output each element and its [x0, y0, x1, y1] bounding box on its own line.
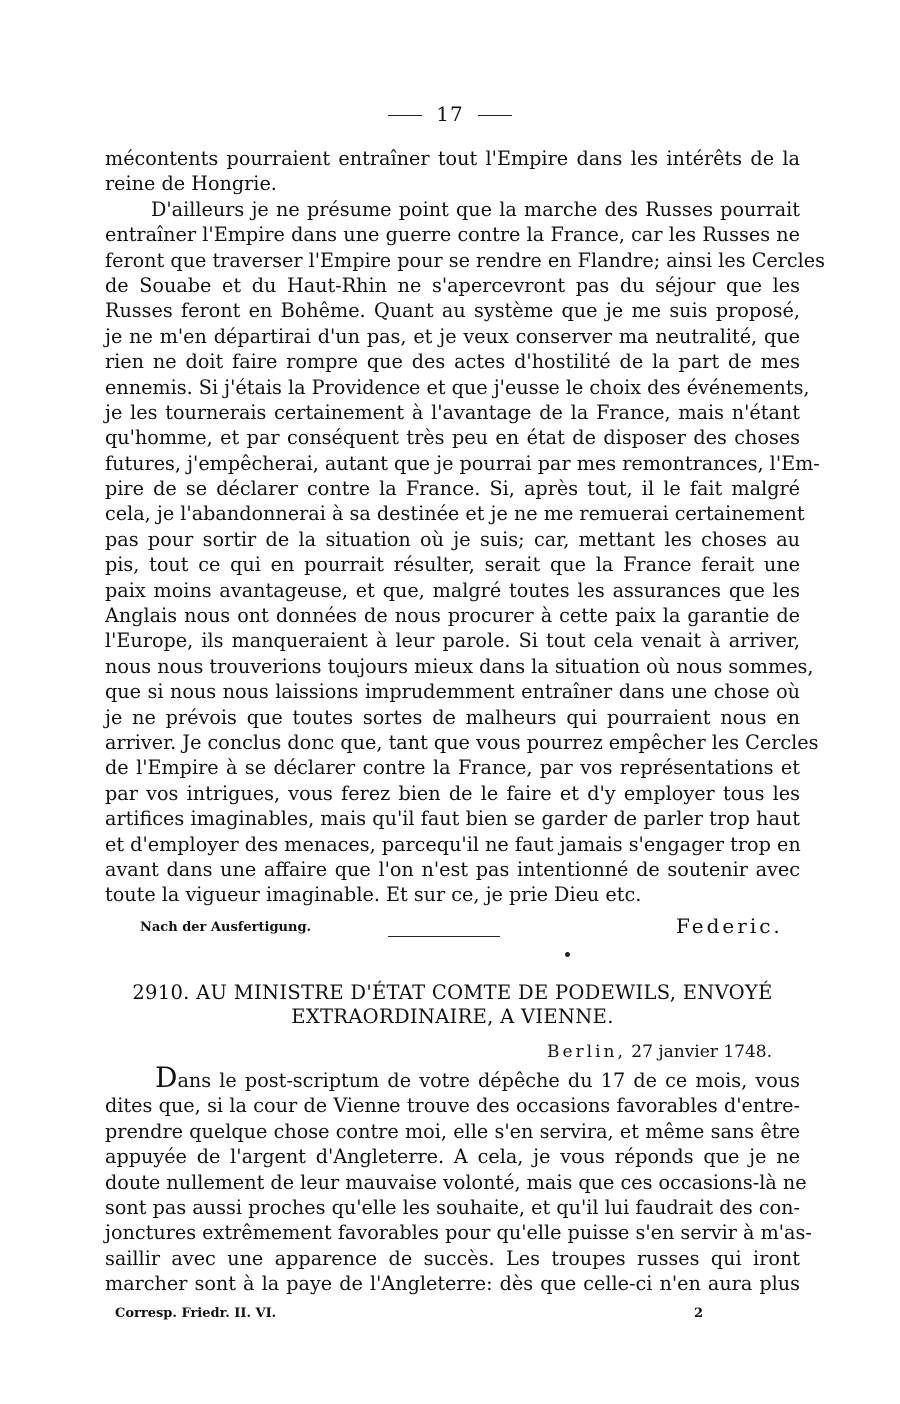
text-line: pire de se déclarer contre la France. Si, après tout, il le fait malgré	[105, 477, 800, 501]
signature-mark: 2	[694, 1306, 704, 1321]
text-line: feront que traverser l'Empire pour se rendre en Flandre; ainsi les Cercles	[105, 248, 825, 272]
text-line: D'ailleurs je ne présume point que la marche des Russes pourrait	[151, 197, 800, 221]
text-line: que si nous nous laissions imprudemment entraîner dans une chose où	[105, 680, 800, 704]
header-dash-left	[388, 115, 422, 116]
letter1-body	[105, 146, 825, 908]
letter2-body	[105, 1061, 812, 1297]
header-dash-right	[478, 115, 512, 116]
text-line: pas pour sortir de la situation où je suis; car, mettant les choses au	[105, 527, 800, 551]
text-line: cela, je l'abandonnerai à sa destinée et je ne me remuerai certainement	[105, 502, 805, 526]
text-line: toute la vigueur imaginable. Et sur ce, je prie Dieu etc.	[105, 883, 642, 907]
text-line: rien ne doit faire rompre que des actes d'hostilité de la part de mes	[105, 350, 800, 374]
text-line: reine de Hongrie.	[105, 172, 277, 196]
text-line: je les tournerais certainement à l'avantage de la France, mais n'étant	[105, 400, 800, 424]
text-line: jonctures extrêmement favorables pour qu'elle puisse s'en servir à m'as-	[105, 1221, 812, 1245]
text-line: doute nullement de leur mauvaise volonté, mais que ces occasions-là ne	[105, 1170, 807, 1194]
letter-title-line2: EXTRAORDINAIRE, A VIENNE.	[291, 1005, 614, 1028]
text-line	[105, 1061, 800, 1094]
text-line: l'Europe, ils manqueraient à leur parole. Si tout cela venait à arriver,	[105, 629, 800, 653]
text-line: arriver. Je conclus donc que, tant que vous pourrez empêcher les Cercles	[105, 730, 819, 754]
dateline	[547, 1042, 772, 1062]
section-divider	[388, 936, 500, 937]
letter-number: 2910.	[132, 981, 190, 1004]
text-line: saillir avec une apparence de succès. Les troupes russes qui iront	[105, 1246, 800, 1270]
text-line: avant dans une affaire que l'on n'est pas intentionné de soutenir avec	[105, 857, 800, 881]
date-city: Berlin,	[546, 1042, 626, 1062]
text-line: de l'Empire à se déclarer contre la France, par vos représentations et	[105, 756, 800, 780]
signature-row	[0, 914, 900, 944]
footer-reference: Corresp. Friedr. II. VI.	[115, 1306, 277, 1321]
text-line: par vos intrigues, vous ferez bien de le faire et d'y employer tous les	[105, 781, 800, 805]
text-line: appuyée de l'argent d'Angleterre. A cela, je vous réponds que je ne	[105, 1145, 800, 1169]
page-number: 17	[436, 102, 464, 126]
text-line: dites que, si la cour de Vienne trouve des occasions favorables d'entre-	[105, 1094, 800, 1118]
signature: Federic.	[676, 914, 783, 938]
text-line: paix moins avantageuse, et que, malgré toutes les assurances que les	[105, 578, 800, 602]
ink-dot	[565, 952, 570, 957]
text-line: Russes feront en Bohême. Quant au système que je me suis proposé,	[105, 299, 800, 323]
page-footer	[0, 1306, 900, 1326]
text-line: mécontents pourraient entraîner tout l'Empire dans les intérêts de la	[105, 147, 800, 170]
text-line: artifices imaginables, mais qu'il faut bien se garder de parler trop haut	[105, 807, 800, 831]
text-line: prendre quelque chose contre moi, elle s'en servira, et même sans être	[105, 1119, 800, 1143]
letter-title-line1: AU MINISTRE D'ÉTAT COMTE DE PODEWILS, ENVOYÉ	[196, 981, 773, 1004]
initial-letter: D	[155, 1061, 178, 1094]
text-line: pis, tout ce qui en pourrait résulter, serait que la France ferait une	[105, 553, 800, 577]
text-line: nous nous trouverions toujours mieux dans la situation où nous sommes,	[105, 654, 814, 678]
text-line: entraîner l'Empire dans une guerre contre la France, car les Russes ne	[105, 223, 800, 247]
text-line: sont pas aussi proches qu'elle les souhaite, et qu'il lui faudrait des con-	[105, 1195, 800, 1219]
text-line: et d'employer des menaces, parcequ'il ne faut jamais s'engager trop en	[105, 832, 801, 856]
date-text: 27 janvier 1748.	[631, 1042, 772, 1062]
line-text: ans le post-scriptum de votre dépêche du 17 de ce mois, vous	[177, 1069, 800, 1092]
text-line: qu'homme, et par conséquent très peu en état de disposer des choses	[105, 426, 800, 450]
text-line: marcher sont à la paye de l'Angleterre: dès que celle-ci n'en aura plus	[105, 1272, 800, 1296]
text-line: Anglais nous ont données de nous procurer à cette paix la garantie de	[105, 604, 800, 628]
text-line: je ne m'en départirai d'un pas, et je veux conserver ma neutralité, que	[105, 324, 800, 348]
text-line: de Souabe et du Haut-Rhin ne s'apercevront pas du séjour que les	[105, 273, 800, 297]
letter-heading	[105, 981, 800, 1029]
source-note: Nach der Ausfertigung.	[140, 920, 312, 935]
text-line: je ne prévois que toutes sortes de malheurs qui pourraient nous en	[105, 705, 800, 729]
text-line: futures, j'empêcherai, autant que je pourrai par mes remontrances, l'Em-	[105, 451, 820, 475]
text-line: ennemis. Si j'étais la Providence et que j'eusse le choix des événements,	[105, 375, 810, 399]
page-header	[0, 102, 900, 126]
